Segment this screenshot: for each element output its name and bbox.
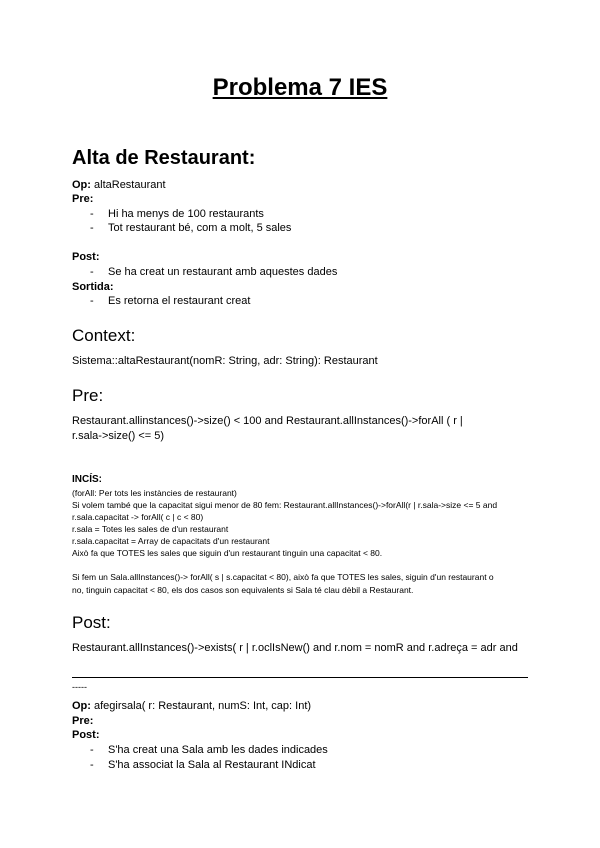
incis-heading: INCÍS: [72, 474, 102, 485]
bullet-dash: - [90, 208, 94, 220]
bullet-dash: - [90, 266, 94, 278]
incis-line: r.sala.capacitat = Array de capacitats d'un restaurant [72, 536, 270, 546]
document-title: Problema 7 IES [212, 74, 388, 101]
list-item [90, 222, 291, 234]
bullet-dash: - [90, 295, 94, 307]
post-expression: Restaurant.allInstances()->exists( r | r.oclIsNew() and r.nom = nomR and r.adreça = adr and [72, 642, 518, 654]
separator-line [72, 677, 528, 678]
section-heading-post: Post: [72, 613, 111, 632]
list-item [90, 744, 328, 756]
incis-line: (forAll: Per tots les instàncies de restaurant) [72, 488, 237, 498]
list-item-text: Tot restaurant bé, com a molt, 5 sales [108, 222, 292, 234]
op-line-afegir [72, 700, 311, 712]
op-label: Op: [72, 179, 91, 191]
list-item [90, 295, 250, 307]
section-heading-pre: Pre: [72, 386, 104, 405]
list-item-text: Hi ha menys de 100 restaurants [108, 208, 264, 220]
incis-paragraph-line-1: Si fem un Sala.allInstances()-> forAll( s | s.capacitat < 80), això fa que TOTES les sales, siguin d'un restaurant o [72, 572, 494, 582]
incis-line: Si volem també que la capacitat sigui menor de 80 fem: Restaurant.allInstances()->forAll(r | r.sala->size <= 5 and [72, 500, 498, 510]
op-value: altaRestaurant [90, 179, 166, 191]
pre-label: Pre: [72, 715, 94, 727]
list-item-text: Se ha creat un restaurant amb aquestes dades [108, 266, 338, 278]
op-value: afegirsala( r: Restaurant, numS: Int, cap: Int) [90, 700, 312, 712]
list-item [90, 208, 264, 220]
pre-expression-line-2: r.sala->size() <= 5) [72, 430, 165, 442]
incis-line: r.sala = Totes les sales de d'un restaurant [72, 524, 229, 534]
pre-expression-line-1: Restaurant.allinstances()->size() < 100 and Restaurant.allInstances()->forAll ( r | [72, 415, 463, 427]
list-item [90, 266, 337, 278]
list-item [90, 759, 316, 771]
context-text: Sistema::altaRestaurant(nomR: String, adr: String): Restaurant [72, 355, 378, 367]
op-label: Op: [72, 700, 91, 712]
incis-line: Això fa que TOTES les sales que siguin d'un restaurant tinguin una capacitat < 80. [72, 548, 383, 558]
incis-paragraph-line-2: no, tinguin capacitat < 80, els dos casos son equivalents si Sala té clau dèbil a Restaurant. [72, 585, 414, 595]
list-item-text: S'ha creat una Sala amb les dades indicades [108, 744, 328, 756]
bullet-dash: - [90, 744, 94, 756]
list-item-text: S'ha associat la Sala al Restaurant INdicat [108, 759, 316, 771]
separator-tail: ----- [72, 682, 87, 692]
bullet-dash: - [90, 759, 94, 771]
section-heading-alta: Alta de Restaurant: [72, 147, 256, 169]
list-item-text: Es retorna el restaurant creat [108, 295, 251, 307]
post-label: Post: [72, 729, 100, 741]
op-line [72, 179, 166, 191]
pre-label: Pre: [72, 193, 94, 205]
section-heading-context: Context: [72, 326, 136, 345]
sortida-label: Sortida: [72, 281, 114, 293]
bullet-dash: - [90, 222, 94, 234]
post-label: Post: [72, 251, 100, 263]
incis-line: r.sala.capacitat -> forAll( c | c < 80) [72, 512, 204, 522]
